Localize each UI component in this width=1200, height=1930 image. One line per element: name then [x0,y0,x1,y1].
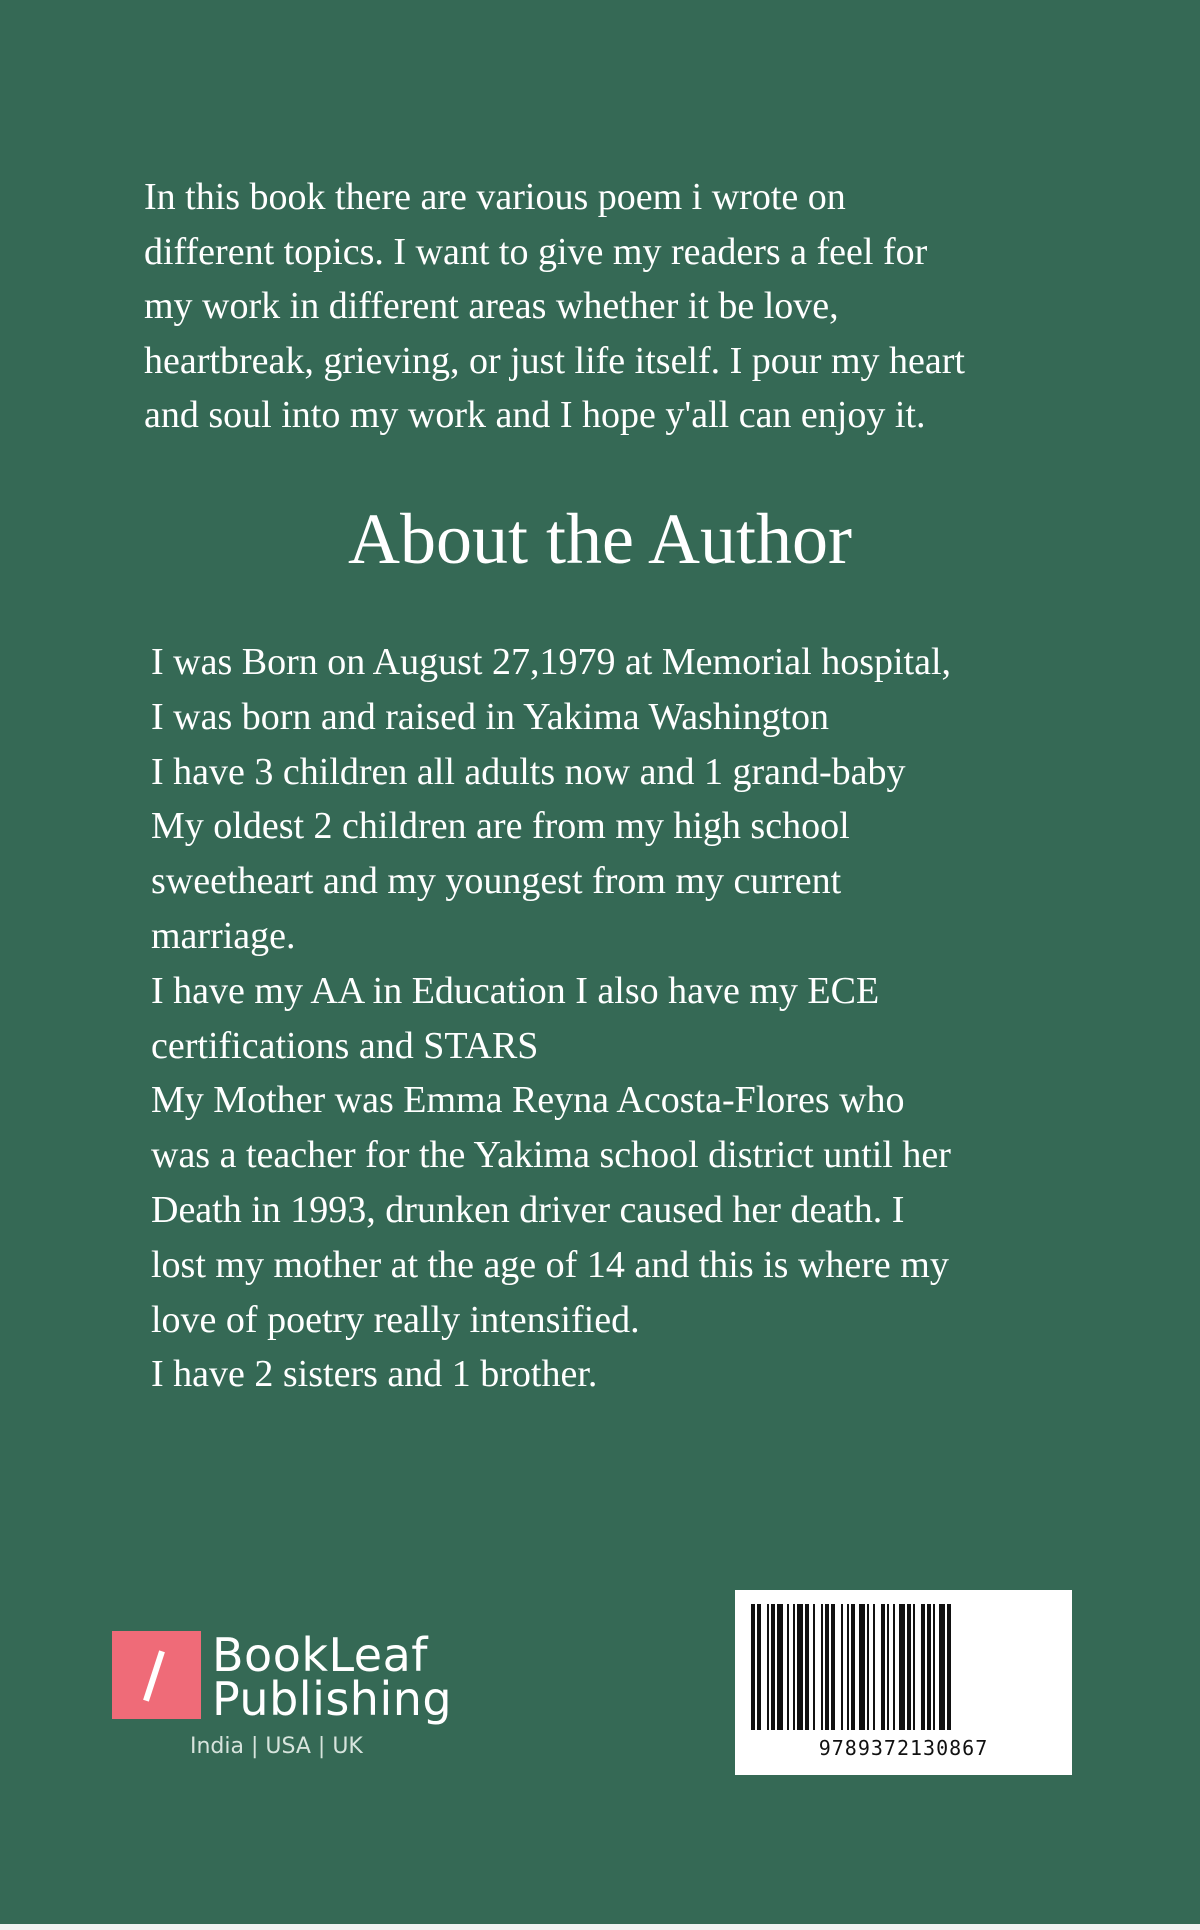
barcode-bar [831,1604,835,1730]
slash-mark-icon [112,1631,201,1719]
barcode-bar [927,1604,931,1730]
barcode-bar [893,1604,895,1730]
barcode-bar [907,1604,911,1730]
barcode-bar [939,1604,945,1730]
blurb-line: In this book there are various poem i wrote on [144,176,846,218]
publisher-name-line1: BookLeaf [212,1628,428,1682]
barcode-bar [777,1604,783,1730]
blurb-line: my work in different areas whether it be love, [144,285,839,327]
barcode-bar [873,1604,875,1730]
barcode-bar [805,1604,809,1730]
isbn-number: 9789372130867 [818,1736,989,1760]
publisher-regions: India | USA | UK [190,1734,363,1759]
author-bio [151,635,1051,1402]
barcode-bar [813,1604,815,1730]
barcode-bar [821,1604,823,1730]
bio-line: I have 3 children all adults now and 1 grand-baby [151,750,906,793]
barcode-bar [797,1604,803,1730]
barcode-bar [913,1604,915,1730]
bio-line: I have 2 sisters and 1 brother. [151,1353,598,1396]
bio-line: was a teacher for the Yakima school district until her [151,1134,951,1177]
barcode-bar [867,1604,869,1730]
barcode-bar [751,1604,755,1730]
barcode-bar [859,1604,865,1730]
barcode-bar [881,1604,885,1730]
bio-line: I have my AA in Education I also have my ECE [151,969,880,1012]
back-cover-blurb [144,170,1044,443]
barcode-bar [947,1604,951,1730]
publisher-logo [112,1630,452,1770]
barcode-bar [787,1604,789,1730]
barcode-bar [899,1604,905,1730]
bio-line: marriage. [151,914,296,957]
bio-line: lost my mother at the age of 14 and this is where my [151,1243,949,1286]
barcode-bar [887,1604,889,1730]
bio-line: My oldest 2 children are from my high school [151,805,850,848]
barcode-bar [771,1604,775,1730]
barcode-bar [847,1604,849,1730]
barcode-bar [841,1604,843,1730]
about-author-heading: About the Author [348,499,852,579]
barcode-bar [933,1604,935,1730]
bottom-edge [0,1924,1200,1930]
barcode-bar [793,1604,795,1730]
bio-line: Death in 1993, drunken driver caused her death. I [151,1188,905,1231]
blurb-line: and soul into my work and I hope y'all can enjoy it. [144,394,926,436]
barcode-bars [751,1604,1056,1734]
bio-line: I was born and raised in Yakima Washington [151,695,830,738]
barcode-bar [767,1604,769,1730]
barcode-bar [851,1604,855,1730]
publisher-name-line2: Publishing [212,1672,453,1726]
isbn-barcode [735,1590,1072,1775]
barcode-bar [825,1604,829,1730]
barcode-bar [921,1604,925,1730]
bio-line: sweetheart and my youngest from my current [151,860,842,903]
bio-line: My Mother was Emma Reyna Acosta-Flores who [151,1079,905,1122]
blurb-line: heartbreak, grieving, or just life itself. I pour my heart [144,339,965,382]
bio-line: I was Born on August 27,1979 at Memorial hospital, [151,641,952,683]
bio-line: love of poetry really intensified. [151,1298,640,1341]
bio-line: certifications and STARS [151,1024,539,1067]
slash-glyph [143,1650,165,1701]
blurb-line: different topics. I want to give my readers a feel for [144,230,928,273]
barcode-bar [757,1604,761,1730]
